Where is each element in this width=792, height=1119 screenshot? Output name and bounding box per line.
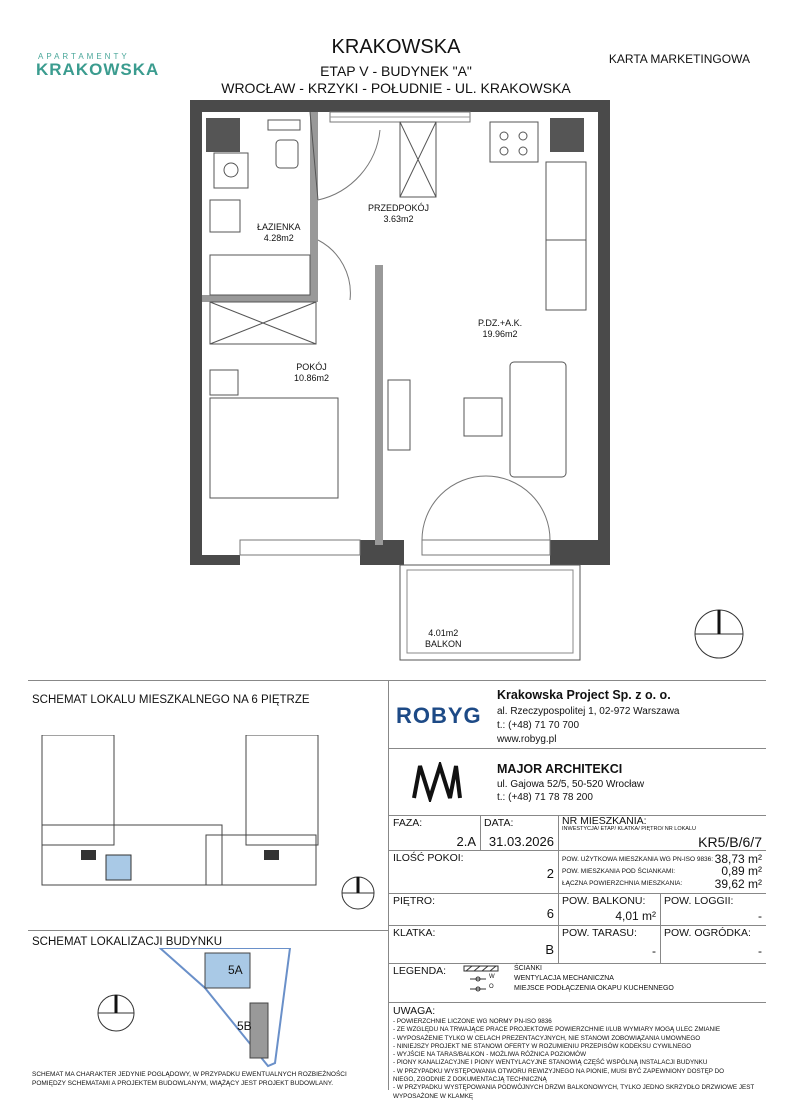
faza-label: FAZA: [393,817,423,829]
developer-address: al. Rzeczypospolitej 1, 02-972 Warszawa [497,706,680,717]
pow-laczna-value: 39,62 m² [714,877,762,891]
room-salon [478,318,522,340]
divider [388,850,766,851]
schema-compass-icon [340,875,376,911]
room-lazienka-name: ŁAZIENKA [257,222,301,232]
data-label: DATA: [484,817,514,829]
balkon-label: POW. BALKONU: [562,895,646,907]
loggia-value: - [758,909,762,923]
room-przedpokoj-name: PRZEDPOKÓJ [368,203,430,213]
page-subtitle: ETAP V - BUDYNEK "A" [320,63,472,79]
developer-web[interactable]: www.robyg.pl [497,734,557,745]
divider [28,930,388,931]
pietro-label: PIĘTRO: [393,895,436,907]
developer-name: Krakowska Project Sp. z o. o. [497,688,671,702]
taras-label: POW. TARASU: [562,927,637,939]
note-item: - PIONY KANALIZACYJNE I PIONY WENTYLACYJNE STANOWIĄ CZĘŚĆ WSPÓLNĄ INSTALACJI BUDYNKU [393,1059,708,1067]
note-item: - WYPOSAŻENIE TYLKO W CELACH PREZENTACYJNYCH, NIE STANOWI ZOBOWIĄZANIA UMOWNEGO [393,1034,701,1042]
legend-item-okap: MIEJSCE PODŁĄCZENIA OKAPU KUCHENNEGO [514,985,674,992]
klatka-label: KLATKA: [393,927,436,939]
architect-address: ul. Gajowa 52/5, 50-520 Wrocław [497,779,645,790]
divider [388,748,766,749]
faza-value: 2.A [456,834,476,849]
notes-label: UWAGA: [393,1005,436,1017]
nr-value: KR5/B/6/7 [698,834,762,850]
note-item: NIEGO, ZGODNIE Z DOKUMENTACJĄ TECHNICZNĄ [393,1076,547,1084]
note-item: - POWIERZCHNIE LICZONE WG NORMY PN-ISO 9836 [393,1018,552,1025]
building-5b-label: 5B [237,1019,252,1033]
floor-schema-title: SCHEMAT LOKALU MIESZKALNEGO NA 6 PIĘTRZE [32,694,310,706]
notes-list [393,1018,763,1101]
pow-laczna-label: ŁĄCZNA POWIERZCHNIA MIESZKANIA: [562,880,683,887]
pietro-value: 6 [546,906,554,921]
note-item: - W PRZYPADKU WYSTĘPOWANIA PODWÓJNYCH DRZWI BALKONOWYCH, TYLKO JEDNO SKRZYDŁO DRZWIOWE JEST [393,1084,755,1092]
legend-item-scianki: ŚCIANKI [514,965,543,972]
divider [558,815,559,963]
room-pokoj-area: 10.86m2 [294,373,330,383]
ogrodek-label: POW. OGRÓDKA: [664,927,751,939]
disclaimer-1: SCHEMAT MA CHARAKTER JEDYNIE POGLĄDOWY, W PRZYPADKU EWENTUALNYCH ROZBIEŻNOŚCI [32,1071,347,1078]
floor-schema [36,735,331,895]
robyg-logo: ROBYG [396,703,482,728]
legend-sym-o: O [489,984,494,990]
building-5a-label: 5A [228,963,243,977]
data-value: 31.03.2026 [488,834,554,849]
major-architekci-logo-icon [410,762,464,802]
divider [388,893,766,894]
nr-sub-label: INWESTYCJA/ ETAP/ KLATKA/ PIĘTRO/ NR LOKALU [562,826,696,832]
divider [660,893,661,963]
pokoje-label: ILOŚĆ POKOI: [393,852,464,864]
developer-phone: t.: (+48) 71 70 700 [497,720,580,731]
divider [388,925,766,926]
room-przedpokoj [368,203,429,225]
legend-item-wentylacja: WENTYLACJA MECHANICZNA [514,975,614,982]
loggia-label: POW. LOGGII: [664,895,734,907]
pow-uzytkowa-value: 38,73 m² [714,852,762,866]
room-lazienka-area: 4.28m2 [263,233,294,243]
pokoje-value: 2 [546,866,554,881]
location-compass-icon [96,993,136,1033]
legend-sym-w: W [489,974,495,980]
disclaimer-2: POMIĘDZY SCHEMATAMI A PROJEKTEM BUDOWLANYM, WIĄŻĄCY JEST PROJEKT BUDOWLANY. [32,1080,334,1087]
ogrodek-value: - [758,944,762,958]
note-item: WYPOSAŻONE W KLAMKĘ [393,1092,474,1100]
architect-phone: t.: (+48) 71 78 78 200 [497,792,593,803]
room-lazienka [257,222,301,244]
room-pokoj-name: POKÓJ [296,362,327,372]
note-item: - NINIEJSZY PROJEKT NIE STANOWI OFERTY W ROZUMIENIU PRZEPISÓW KODEKSU CYWILNEGO [393,1042,692,1050]
nr-label: NR MIESZKANIA: [562,815,647,827]
floor-plan [190,100,610,665]
divider [388,963,766,964]
pow-sciankami-value: 0,89 m² [721,864,762,878]
room-salon-area: 19.96m2 [482,329,518,339]
pow-uzytkowa-label: POW. UŻYTKOWA MIESZKANIA WG PN-ISO 9836: [562,856,714,863]
divider [388,680,389,1090]
architect-name: MAJOR ARCHITEKCI [497,762,623,776]
legend-symbols-icon [462,964,506,996]
room-pokoj [294,362,329,384]
logo-tagline: APARTAMENTY [38,52,130,61]
pow-sciankami-label: POW. MIESZKANIA POD ŚCIANKAMI: [562,868,676,875]
klatka-value: B [545,942,554,957]
location: WROCŁAW - KRZYKI - POŁUDNIE - UL. KRAKOWSKA [221,80,571,96]
note-item: - WYJŚCIE NA TARAS/BALKON - MOŻLIWA RÓŻNICA POZIOMÓW [393,1051,587,1059]
page-title: KRAKOWSKA [331,36,461,58]
divider [388,1002,766,1003]
legend-label: LEGENDA: [393,965,447,977]
room-salon-name: P.DZ.+A.K. [478,318,523,328]
balkon-value: 4,01 m² [615,909,656,923]
note-item: - W PRZYPADKU WYSTĘPOWANIA OTWORU REWIZYJNEGO NA PIONIE, MUSI BYĆ ZAPEWNIONY DOSTĘP DO [393,1067,725,1075]
room-balkon-name: BALKON [425,639,462,649]
building-schema-title: SCHEMAT LOKALIZACJI BUDYNKU [32,936,223,948]
room-balkon [425,628,462,650]
doc-type: KARTA MARKETINGOWA [608,52,750,66]
north-compass-icon [693,608,745,660]
room-przedpokoj-area: 3.63m2 [383,214,414,224]
divider [28,680,766,681]
logo-krakowska: KRAKOWSKA [36,60,160,79]
taras-value: - [652,944,656,958]
note-item: - ZE WZGLĘDU NA TRWAJĄCE PRACE PROJEKTOWE POWIERZCHNIE I/LUB WYMIARY MOGĄ ULEC ZMIANIE [393,1026,721,1034]
room-balkon-area: 4.01m2 [428,628,459,638]
divider [480,815,481,850]
